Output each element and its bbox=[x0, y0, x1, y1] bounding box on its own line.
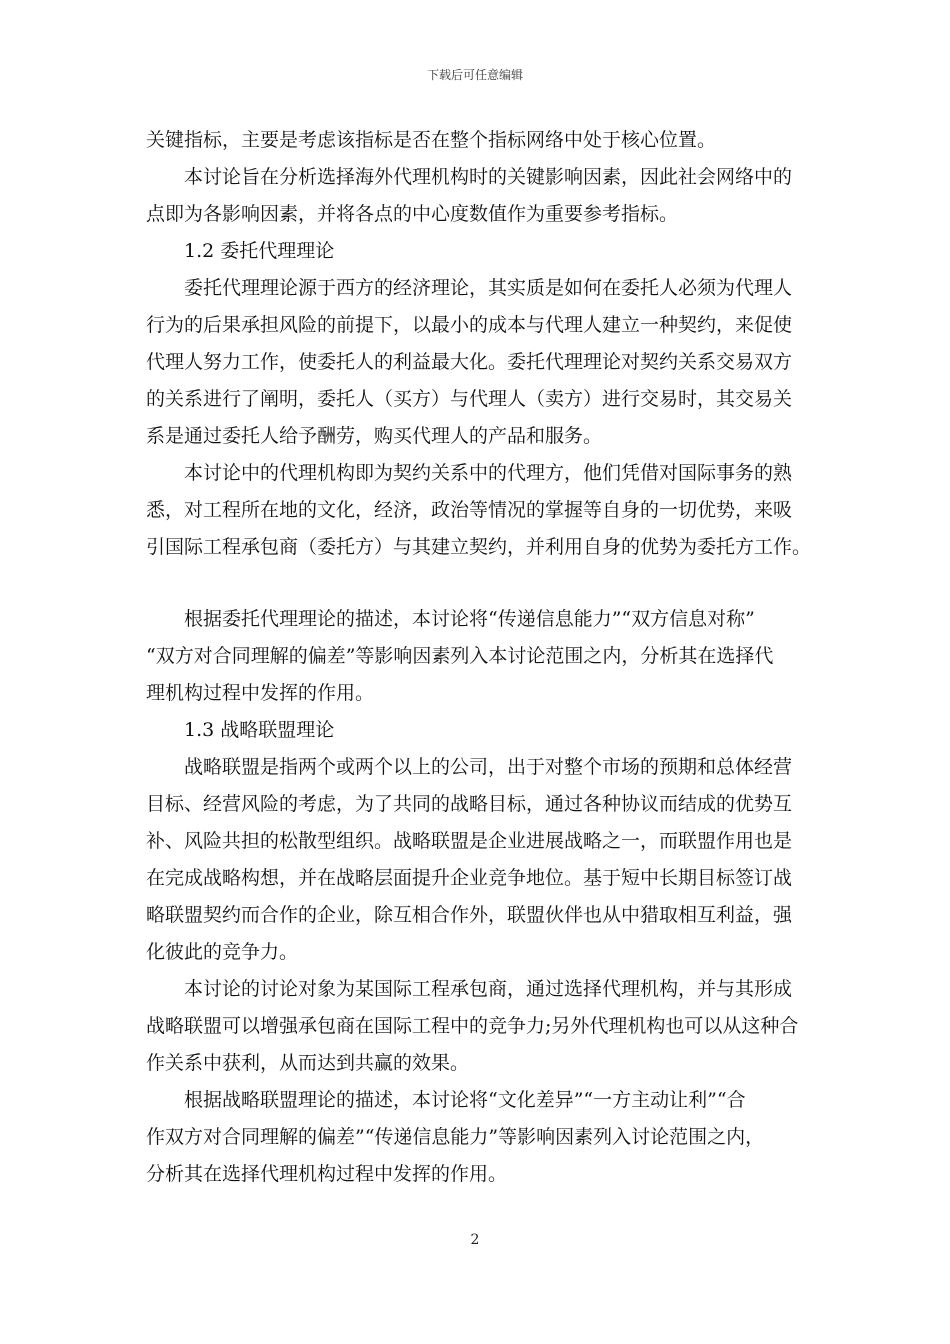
paragraph-line: 点即为各影响因素，并将各点的中心度数值作为重要参考指标。 bbox=[146, 203, 679, 225]
paragraph-line: 委托代理理论源于西方的经济理论，其实质是如何在委托人必须为代理人 bbox=[184, 277, 793, 299]
paragraph-line: 化彼此的竞争力。 bbox=[146, 941, 299, 963]
page-number: 2 bbox=[470, 1232, 480, 1248]
paragraph-line: 的关系进行了阐明，委托人（买方）与代理人（卖方）进行交易时，其交易关 bbox=[146, 388, 793, 410]
paragraph-line: 战略联盟可以增强承包商在国际工程中的竞争力;另外代理机构也可以从这种合 bbox=[146, 1015, 799, 1037]
section-heading-1-3: 1.3 战略联盟理论 bbox=[184, 719, 335, 741]
paragraph-line: 系是通过委托人给予酬劳，购买代理人的产品和服务。 bbox=[146, 425, 603, 447]
paragraph-line: 理机构过程中发挥的作用。 bbox=[146, 682, 375, 704]
paragraph-line: 作关系中获利，从而达到共赢的效果。 bbox=[146, 1052, 470, 1074]
paragraph-line: 本讨论旨在分析选择海外代理机构时的关键影响因素，因此社会网络中的 bbox=[184, 166, 793, 188]
paragraph-line: 作双方对合同理解的偏差”“传递信息能力”等影响因素列入讨论范围之内， bbox=[146, 1126, 765, 1148]
document-body bbox=[146, 122, 810, 1193]
paragraph-line: 分析其在选择代理机构过程中发挥的作用。 bbox=[146, 1163, 508, 1185]
paragraph-line: 目标、经营风险的考虑，为了共同的战略目标，通过各种协议而结成的优势互 bbox=[146, 793, 793, 815]
page-header: 下载后可任意编辑 bbox=[426, 68, 523, 82]
paragraph-line: “双方对合同理解的偏差”等影响因素列入本讨论范围之内，分析其在选择代 bbox=[146, 645, 774, 667]
paragraph-line: 悉，对工程所在地的文化，经济，政治等情况的掌握等自身的一切优势，来吸 bbox=[146, 499, 793, 521]
paragraph-line: 关键指标，主要是考虑该指标是否在整个指标网络中处于核心位置。 bbox=[146, 129, 717, 151]
paragraph-spacer bbox=[146, 566, 810, 601]
paragraph-line: 战略联盟是指两个或两个以上的公司，出于对整个市场的预期和总体经营 bbox=[184, 756, 793, 778]
paragraph-line: 本讨论的讨论对象为某国际工程承包商，通过选择代理机构，并与其形成 bbox=[184, 978, 793, 1000]
paragraph-line: 略联盟契约而合作的企业，除互相合作外，联盟伙伴也从中猎取相互利益，强 bbox=[146, 904, 793, 926]
paragraph-line: 根据战略联盟理论的描述，本讨论将“文化差异”“一方主动让利”“合 bbox=[184, 1089, 746, 1111]
paragraph-line: 在完成战略构想，并在战略层面提升企业竞争地位。基于短中长期目标签订战 bbox=[146, 867, 793, 889]
paragraph-line: 行为的后果承担风险的前提下，以最小的成本与代理人建立一种契约，来促使 bbox=[146, 314, 793, 336]
paragraph-line: 根据委托代理理论的描述，本讨论将“传递信息能力”“双方信息对称” bbox=[184, 608, 755, 630]
paragraph-line: 补、风险共担的松散型组织。战略联盟是企业进展战略之一，而联盟作用也是 bbox=[146, 830, 793, 852]
section-heading-1-2: 1.2 委托代理理论 bbox=[184, 240, 335, 262]
paragraph-line: 引国际工程承包商（委托方）与其建立契约，并利用自身的优势为委托方工作。 bbox=[146, 536, 812, 558]
paragraph-line: 本讨论中的代理机构即为契约关系中的代理方，他们凭借对国际事务的熟 bbox=[184, 462, 793, 484]
paragraph-line: 代理人努力工作，使委托人的利益最大化。委托代理理论对契约关系交易双方 bbox=[146, 351, 793, 373]
